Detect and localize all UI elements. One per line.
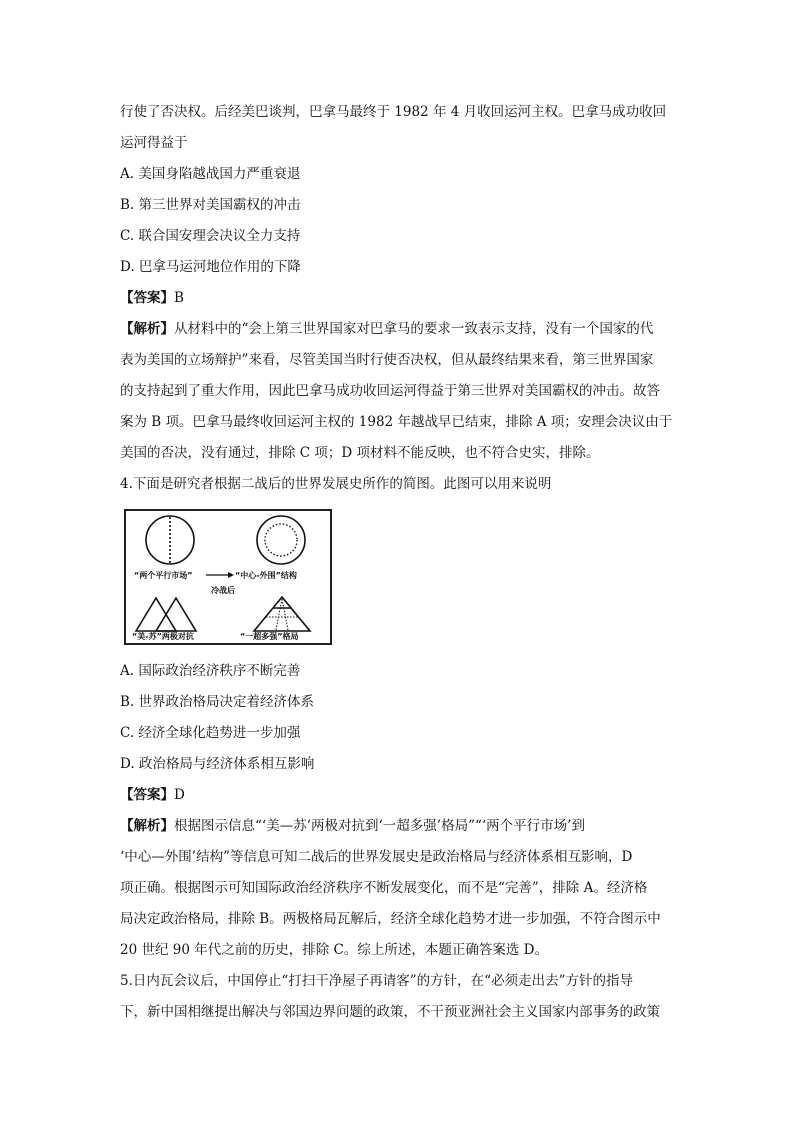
prev-analysis-line-3: 的支持起到了重大作用，因此巴拿马成功收回运河得益于第三世界对美国霸权的冲击。故答 (120, 383, 660, 399)
q4-analysis-line-5: 20 世纪 90 年代之前的历史，排除 C。综上所述，本题正确答案选 D。 (120, 942, 548, 958)
answer-value: D (174, 787, 185, 803)
question-5-line-1: 5.日内瓦会议后，中国停止“打扫干净屋子再请客”的方针，在“必须走出去”方针的指导 (120, 973, 633, 989)
label-one-superpower: “一超多强”格局 (240, 632, 299, 641)
left-triangle-shape (136, 598, 176, 631)
prev-analysis-line-5: 美国的否决，没有通过，排除 C 项；D 项材料不能反映，也不符合史实，排除。 (120, 445, 600, 461)
diagram-svg (126, 511, 330, 643)
q4-option-c: C. 经济全球化趋势进一步加强 (120, 725, 301, 741)
right-triangle-shape (156, 598, 196, 631)
q4-option-a: A. 国际政治经济秩序不断完善 (120, 663, 301, 679)
label-center-periphery: “中心-外围”结构 (235, 571, 297, 580)
label-post-cold-war: 冷战后 (211, 586, 235, 595)
world-development-diagram (124, 509, 332, 645)
prev-analysis-line-2: 表为美国的立场辩护”来看，尽管美国当时行使否决权，但从最终结果来看，第三世界国家 (120, 352, 654, 368)
prev-option-b: B. 第三世界对美国霸权的冲击 (120, 197, 301, 213)
q4-answer (120, 780, 680, 811)
q4-analysis-line-3: 项正确。根据图示可知国际政治经济秩序不断发展变化，而不是“完善”，排除 A。经济格 (120, 880, 648, 896)
analysis-label: 【解析】 (120, 321, 174, 337)
q4-analysis-line-4: 局决定政治格局，排除 B。两极格局瓦解后，经济全球化趋势才进一步加强，不符合图示中 (120, 911, 661, 927)
analysis-text: 从材料中的“会上第三世界国家对巴拿马的要求一致表示支持，没有一个国家的代 (174, 321, 654, 337)
prev-question-line-1: 行使了否决权。后经美巴谈判，巴拿马最终于 1982 年 4 月收回运河主权。巴拿马成功收回 (120, 104, 667, 120)
prev-analysis-line-1 (120, 314, 680, 345)
document-page (120, 97, 680, 1028)
question-4-stem: 4.下面是研究者根据二战后的世界发展史所作的简图。此图可以用来说明 (120, 476, 552, 492)
q4-option-b: B. 世界政治格局决定着经济体系 (120, 694, 315, 710)
center-periphery-circle-shape (257, 516, 305, 564)
answer-value: B (174, 290, 184, 306)
label-us-ussr: “美-苏”两极对抗 (132, 632, 194, 641)
prev-question-line-2: 运河得益于 (120, 135, 188, 151)
prev-analysis-line-4: 案为 B 项。巴拿马最终收回运河主权的 1982 年越战早已结束，排除 A 项；安理会决议由于 (120, 414, 673, 430)
q4-option-d: D. 政治格局与经济体系相互影响 (120, 756, 315, 772)
inner-dotted-circle-shape (265, 524, 297, 556)
prev-answer (120, 283, 680, 314)
arrow-head-shape (228, 572, 234, 578)
pyramid-shape (254, 597, 310, 631)
answer-label: 【答案】 (120, 290, 174, 306)
q4-analysis-line-2: ‘中心—外围’结构”等信息可知二战后的世界发展史是政治格局与经济体系相互影响，D (120, 849, 633, 865)
label-two-markets: “两个平行市场” (134, 571, 193, 580)
prev-option-a: A. 美国身陷越战国力严重衰退 (120, 166, 301, 182)
prev-option-c: C. 联合国安理会决议全力支持 (120, 228, 301, 244)
answer-label: 【答案】 (120, 787, 174, 803)
analysis-label: 【解析】 (120, 818, 174, 834)
q4-analysis-line-1 (120, 811, 680, 842)
prev-option-d: D. 巴拿马运河地位作用的下降 (120, 259, 301, 275)
two-markets-circle-shape (146, 516, 194, 564)
question-5-line-2: 下，新中国相继提出解决与邻国边界问题的政策，不干预亚洲社会主义国家内部事务的政策 (120, 1004, 660, 1020)
analysis-text: 根据图示信息“‘美—苏’两极对抗到‘一超多强’格局”“‘两个平行市场’到 (174, 818, 585, 834)
